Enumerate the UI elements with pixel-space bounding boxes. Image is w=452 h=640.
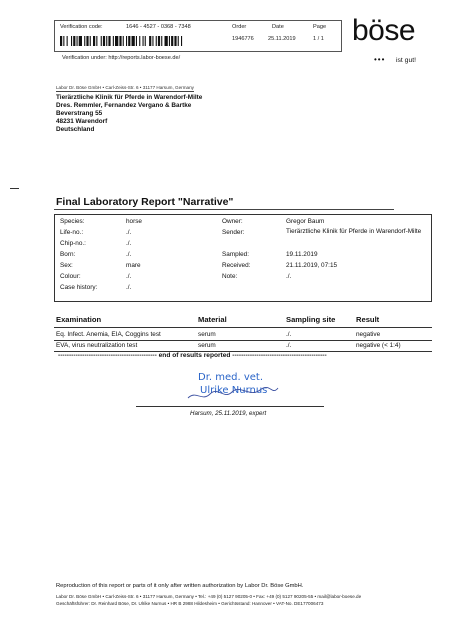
case-history-value: ./. [126,284,132,291]
recipient-line: 48231 Warendorf [56,118,108,125]
recipient-line: Tierärztliche Klinik für Pferde in Warendorf-Milte [56,94,203,101]
recipient-line: Deutschland [56,126,95,133]
table-header-rule [54,327,432,328]
col-header-result: Result [356,315,380,324]
case-history-label: Case history: [60,284,98,291]
report-date: 25.11.2019 [268,36,296,42]
footer-reproduction-note: Reproduction of this report or parts of it only after written authorization by Labor Dr. Böse GmbH. [56,583,304,589]
page-label: Page [313,24,327,30]
species-value: horse [126,218,142,225]
result-material: serum [198,331,216,338]
life-no-value: ./. [126,229,132,236]
sampled-value: 19.11.2019 [286,251,318,258]
signature-caption: Harsum, 25.11.2019, expert [190,410,267,417]
footer-company-info: Labor Dr. Böse GmbH • Carl-Zeiss-Str. 6 • 31177 Harsum, Germany • Tel.: +49 (0) 5127 90205-0 • Fax: +49 (0) 5127 90205-55 • mail@labor-boese.de [56,594,362,599]
born-label: Born: [60,251,76,258]
chip-no-label: Chip-no.: [60,240,86,247]
result-examination: EVA, virus neutralization test [56,342,138,349]
born-value: ./. [126,251,132,258]
logo-tagline: ist gut! [396,57,417,64]
signature-name: Ulrike Nurnus [200,385,268,396]
species-label: Species: [60,218,85,225]
sampled-label: Sampled: [222,251,249,258]
sender-label: Sender: [222,229,245,236]
col-header-material: Material [198,315,227,324]
logo-wordmark: böse [352,14,416,47]
page-number: 1 / 1 [313,36,324,42]
result-value: negative (< 1:4) [356,342,401,349]
verification-code-label: Verification code: [60,24,103,30]
note-value: ./. [286,273,292,280]
order-label: Order [232,24,247,30]
barcode [60,36,232,46]
sender-value: Tierärztliche Klinik für Pferde in Warendorf-Milte [286,228,422,235]
colour-label: Colour: [60,273,81,280]
sex-label: Sex: [60,262,73,269]
life-no-label: Life-no.: [60,229,84,236]
sender-return-address: Labor Dr. Böse GmbH • Carl-Zeiss-Str. 6 • 31177 Harsum, Germany [56,85,194,90]
logo-dots: ••• [374,55,386,64]
signature-scribble [184,384,280,404]
colour-value: ./. [126,273,132,280]
col-header-sampling-site: Sampling site [286,315,336,324]
order-number: 1946776 [232,36,254,42]
received-value: 21.11.2019, 07:15 [286,262,338,269]
table-row-rule [54,340,432,341]
date-label: Date [272,24,284,30]
recipient-address [56,94,202,134]
result-sampling-site: ./. [286,342,292,349]
result-value: negative [356,331,381,338]
result-material: serum [198,342,216,349]
recipient-line: Dres. Remmler, Fernandez Vergano & Bartke [56,102,192,109]
chip-no-value: ./. [126,240,132,247]
verification-url[interactable]: Verification under: http://reports.labor-boese.de/ [62,55,181,61]
owner-value: Gregor Baum [286,218,325,225]
fold-mark [10,188,19,189]
result-sampling-site: ./. [286,331,292,338]
end-of-results-line: --------------------------------------------- end of results reported ------------------------------------------- [58,352,327,359]
owner-label: Owner: [222,218,243,225]
col-header-examination: Examination [56,315,102,324]
note-label: Note: [222,273,238,280]
signature-title: Dr. med. vet. [198,372,264,383]
report-title: Final Laboratory Report "Narrative" [56,196,234,208]
result-examination: Eq. Infect. Anemia, EIA, Coggins test [56,331,161,338]
verification-code: 1646 - 4527 - 0368 - 7348 [126,24,191,30]
footer-legal-info: Geschäftsführer: Dr. Reinhard Böse, Dr. Ulrike Nurnus • HR B 2988 Hildesheim • Gerichtsstand: Hannover • VAT-No. DE177006473 [56,601,324,606]
sex-value: mare [126,262,141,269]
signature-rule [136,406,324,407]
recipient-line: Beverstrang 55 [56,110,103,117]
received-label: Received: [222,262,251,269]
title-underline [54,209,394,210]
